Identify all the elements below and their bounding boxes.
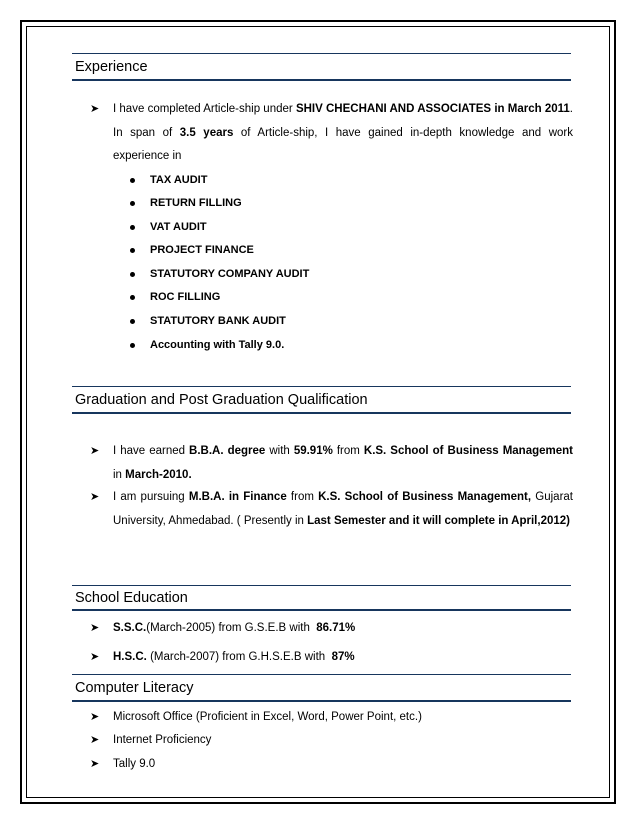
computer-item: ➤ Microsoft Office (Proficient in Excel, Word, Power Point, etc.) xyxy=(90,708,422,726)
section-title: Experience xyxy=(75,59,148,75)
section-title: Computer Literacy xyxy=(75,680,194,696)
section-title: School Education xyxy=(75,590,188,606)
bba-text: I have earned B.B.A. degree with 59.91% from K.S. School of Business Management in March-2010. xyxy=(113,445,573,481)
section-header-experience xyxy=(72,53,571,81)
list-item: PROJECT FINANCE xyxy=(130,241,254,259)
round-bullet-icon xyxy=(130,225,135,230)
experience-paragraph xyxy=(90,98,573,169)
round-bullet-icon xyxy=(130,319,135,324)
arrowhead-bullet-icon: ➤ xyxy=(90,651,100,663)
arrowhead-bullet-icon: ➤ xyxy=(90,445,100,457)
header-rule-bottom xyxy=(72,700,571,702)
arrowhead-bullet-icon: ➤ xyxy=(90,622,100,634)
list-item: RETURN FILLING xyxy=(130,194,242,212)
graduation-paragraph-bba xyxy=(90,440,573,487)
round-bullet-icon xyxy=(130,178,135,183)
school-item-hsc: ➤ H.S.C. (March-2007) from G.H.S.E.B with 87% xyxy=(90,648,355,666)
round-bullet-icon xyxy=(130,295,135,300)
header-rule-bottom xyxy=(72,609,571,611)
graduation-paragraph-mba xyxy=(90,486,573,533)
list-item: STATUTORY COMPANY AUDIT xyxy=(130,265,309,283)
round-bullet-icon xyxy=(130,272,135,277)
arrowhead-bullet-icon: ➤ xyxy=(90,758,100,770)
list-item: ROC FILLING xyxy=(130,288,220,306)
header-rule-top xyxy=(72,585,571,586)
list-item: VAT AUDIT xyxy=(130,218,207,236)
computer-item: ➤ Internet Proficiency xyxy=(90,731,211,749)
section-header-school xyxy=(72,585,571,611)
list-item: TAX AUDIT xyxy=(130,171,207,189)
header-rule-top xyxy=(72,386,571,387)
round-bullet-icon xyxy=(130,248,135,253)
section-header-graduation xyxy=(72,386,571,414)
arrowhead-bullet-icon: ➤ xyxy=(90,103,100,115)
mba-text: I am pursuing M.B.A. in Finance from K.S. School of Business Management, Gujarat University, Ahmedabad. ( Presently in Last Semester and it will complete in April,2012) xyxy=(113,491,573,527)
header-rule-bottom xyxy=(72,79,571,81)
computer-item: ➤ Tally 9.0 xyxy=(90,755,155,773)
header-rule-top xyxy=(72,53,571,54)
list-item: Accounting with Tally 9.0. xyxy=(130,336,284,354)
arrowhead-bullet-icon: ➤ xyxy=(90,711,100,723)
arrowhead-bullet-icon: ➤ xyxy=(90,734,100,746)
list-item: STATUTORY BANK AUDIT xyxy=(130,312,286,330)
section-title: Graduation and Post Graduation Qualification xyxy=(75,392,368,408)
arrowhead-bullet-icon: ➤ xyxy=(90,491,100,503)
round-bullet-icon xyxy=(130,343,135,348)
header-rule-top xyxy=(72,674,571,675)
round-bullet-icon xyxy=(130,201,135,206)
section-header-computer xyxy=(72,674,571,702)
header-rule-bottom xyxy=(72,412,571,414)
experience-text: I have completed Article-ship under SHIV CHECHANI AND ASSOCIATES in March 2011. In span of 3.5 years of Article-ship, I have gained in-depth knowledge and work experience in xyxy=(113,103,573,162)
school-item-ssc: ➤ S.S.C.(March-2005) from G.S.E.B with 86.71% xyxy=(90,619,355,637)
